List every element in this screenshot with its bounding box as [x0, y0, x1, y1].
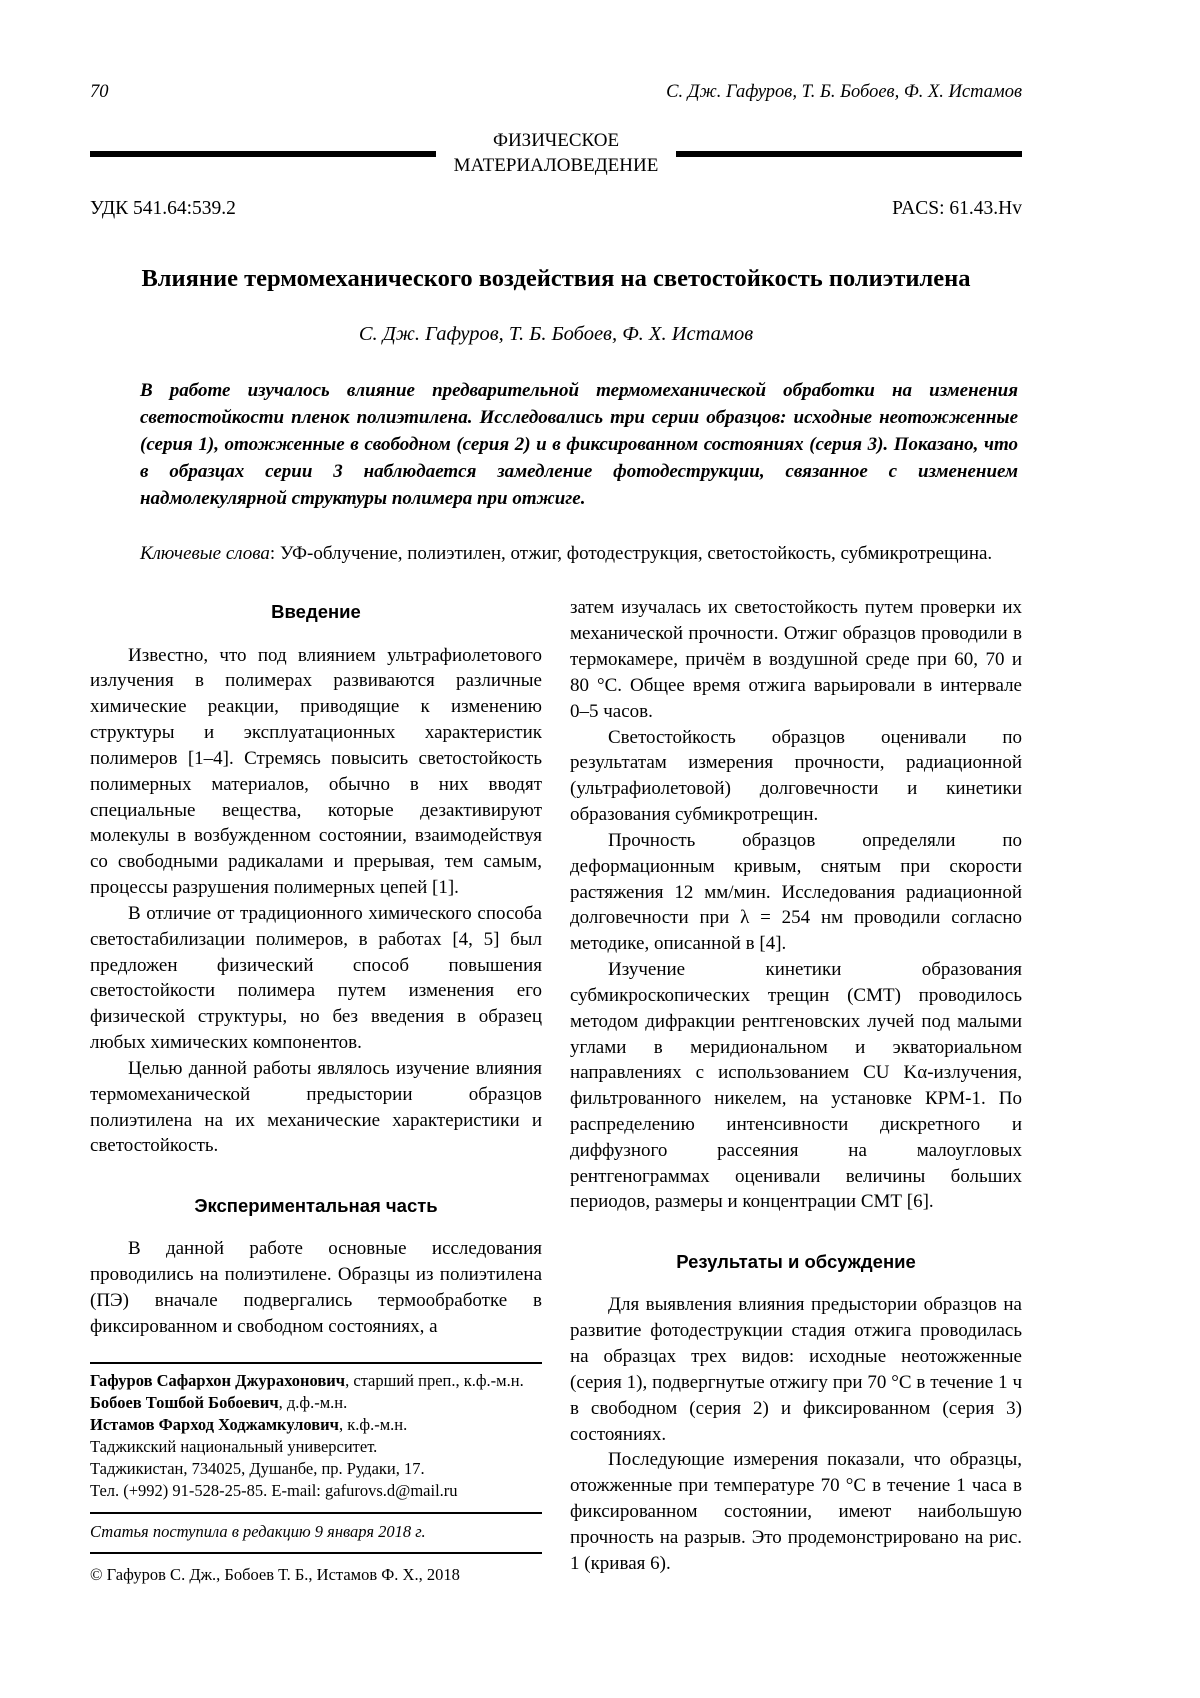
section-title-line1: ФИЗИЧЕСКОЕ — [492, 130, 620, 151]
paragraph-results-1: Для выявления влияния предыстории образцов на развитие фотодеструкции стадия отжига проводилась на образцах трех видов: исходные неотожженные (серия 1), подвергнутые отжигу при 70 °С в течение 1 ч в свободном (серия 2) и фиксированном (серия 3) состояниях. — [570, 1294, 1022, 1445]
footnote-received-date: Статья поступила в редакцию 9 января 2018 г. — [90, 1522, 426, 1542]
keywords — [90, 541, 1022, 568]
paragraph-methods-2: Светостойкость образцов оценивали по результатам измерения прочности, радиационной (ультрафиолетовой) долговечности и кинетики образования субмикротрещин. — [570, 726, 1022, 826]
paragraph-results-2: Последующие измерения показали, что образцы, отожженные при температуре 70 °С в течение 1 часа в фиксированном состоянии, имеют наибольшую прочность на разрыв. Это продемонстрировано на рис. 1 (кривая 6). — [570, 1449, 1022, 1574]
keywords-label: Ключевые слова — [140, 542, 270, 564]
footnote-author-name: Гафуров Сафархон Джурахонович — [90, 1370, 346, 1390]
article-authors: С. Дж. Гафуров, Т. Б. Бобоев, Ф. Х. Истамов — [358, 323, 754, 345]
footnote-author-degree: , старший преп., к.ф.-м.н. — [345, 1370, 524, 1390]
heading-introduction: Введение — [271, 601, 361, 623]
left-column — [90, 595, 542, 1586]
heading-results: Результаты и обсуждение — [676, 1251, 916, 1273]
paragraph-experimental-1: В данной работе основные исследования проводились на полиэтилене. Образцы из полиэтилена (ПЭ) вначале подвергались термообработке в фиксированном и свободном состояниях, а — [90, 1238, 542, 1337]
section-banner — [90, 129, 1022, 178]
running-head — [90, 82, 1022, 103]
udk-code: УДК 541.64:539.2 — [90, 198, 236, 220]
footnote-address: Таджикистан, 734025, Душанбе, пр. Рудаки, 17. — [90, 1459, 425, 1479]
paragraph-intro-3: Целью данной работы являлось изучение влияния термомеханической предыстории образцов полиэтилена на их механические характеристики и светостойкость. — [90, 1057, 542, 1157]
footnote-author — [90, 1370, 542, 1392]
section-title-line2: МАТЕРИАЛОВЕДЕНИЕ — [453, 154, 659, 176]
paragraph-intro-2: В отличие от традиционного химического способа светостабилизации полимеров, в работах [4, 5] был предложен физический способ повышения светостойкости полимера путем изменения его физической структуры, но без введения в образец любых химических компонентов. — [90, 902, 542, 1054]
paragraph-intro-1: Известно, что под влиянием ультрафиолетового излучения в полимерах развиваются различные химические реакции, приводящие к изменению структуры и эксплуатационных характеристик полимеров [1–4]. Стремясь повысить светостойкость полимерных материалов, обычно в них вводят специальные вещества, которые дезактивируют молекулы в возбужденном состоянии, взаимодействуя со свободными радикалами и прерывая, тем самым, процессы разрушения полимерных цепей [1]. — [90, 644, 542, 899]
two-column-body — [90, 595, 1022, 1586]
footnote-author-degree: , к.ф.-м.н. — [339, 1414, 408, 1434]
article-title: Влияние термомеханического воздействия на светостойкость полиэтилена — [141, 265, 971, 293]
right-column — [570, 595, 1022, 1586]
footnote-copyright: © Гафуров С. Дж., Бобоев Т. Б., Истамов Ф. Х., 2018 — [90, 1565, 460, 1585]
double-rule-left — [90, 151, 436, 157]
footnote-authors-info — [90, 1364, 542, 1513]
paragraph-methods-4: Изучение кинетики образования субмикроскопических трещин (СМТ) проводилось методом дифракции рентгеновских лучей под малыми углами в меридиональном и экваториальном направлениях с использованием CU Kα-излучения, фильтрованного никелем, на установке КРМ-1. По распределению интенсивности дискретного и диффузного рассеяния на малоугловых рентгенограммах оценивали величины больших периодов, размеры и концентрации СМТ [6]. — [570, 959, 1022, 1213]
codes-row — [90, 198, 1022, 220]
paragraph-methods-3: Прочность образцов определяли по деформационным кривым, снятым при скорости растяжения 12 мм/мин. Исследования радиационной долговечности при λ = 254 нм проводили согласно методике, описанной в [4]. — [570, 829, 1022, 955]
footnote-author — [90, 1392, 542, 1414]
footnote-author — [90, 1414, 542, 1436]
abstract: В работе изучалось влияние предварительной термомеханической обработки на изменения светостойкости пленок полиэтилена. Исследовались три серии образцов: исходные неотожженные (серия 1), отожженные в свободном (серия 2) и в фиксированном состояниях (серия 3). Показано, что в образцах серии 3 наблюдается замедление фотодеструкции, связанное с изменением надмолекулярной структуры полимера при отжиге. — [140, 380, 1018, 509]
footnote-affiliation: Таджикский национальный университет. — [90, 1436, 378, 1456]
footnote-author-name: Истамов Фарход Ходжамкулович — [90, 1414, 339, 1434]
page — [90, 82, 1022, 1587]
heading-experimental: Экспериментальная часть — [194, 1195, 438, 1217]
paragraph-methods-1: затем изучалась их светостойкость путем проверки их механической прочности. Отжиг образцов проводили в термокамере, причём в воздушной среде при 60, 70 и 80 °С. Общее время отжига варьировали в интервале 0–5 часов. — [570, 597, 1022, 722]
section-title — [436, 129, 677, 178]
running-authors: С. Дж. Гафуров, Т. Б. Бобоев, Ф. Х. Истамов — [666, 82, 1022, 102]
footnote-author-degree: , д.ф.-м.н. — [278, 1392, 348, 1412]
footnote-block — [90, 1362, 542, 1587]
page-number: 70 — [90, 82, 109, 102]
pacs-code: PACS: 61.43.Hv — [892, 198, 1022, 220]
footnote-author-name: Бобоев Тошбой Бобоевич — [90, 1392, 279, 1412]
footnote-contact: Тел. (+992) 91-528-25-85. E-mail: gafurovs.d@mail.ru — [90, 1481, 458, 1501]
double-rule-right — [676, 151, 1022, 157]
keywords-text: : УФ-облучение, полиэтилен, отжиг, фотодеструкция, светостойкость, субмикротрещина. — [269, 542, 993, 564]
